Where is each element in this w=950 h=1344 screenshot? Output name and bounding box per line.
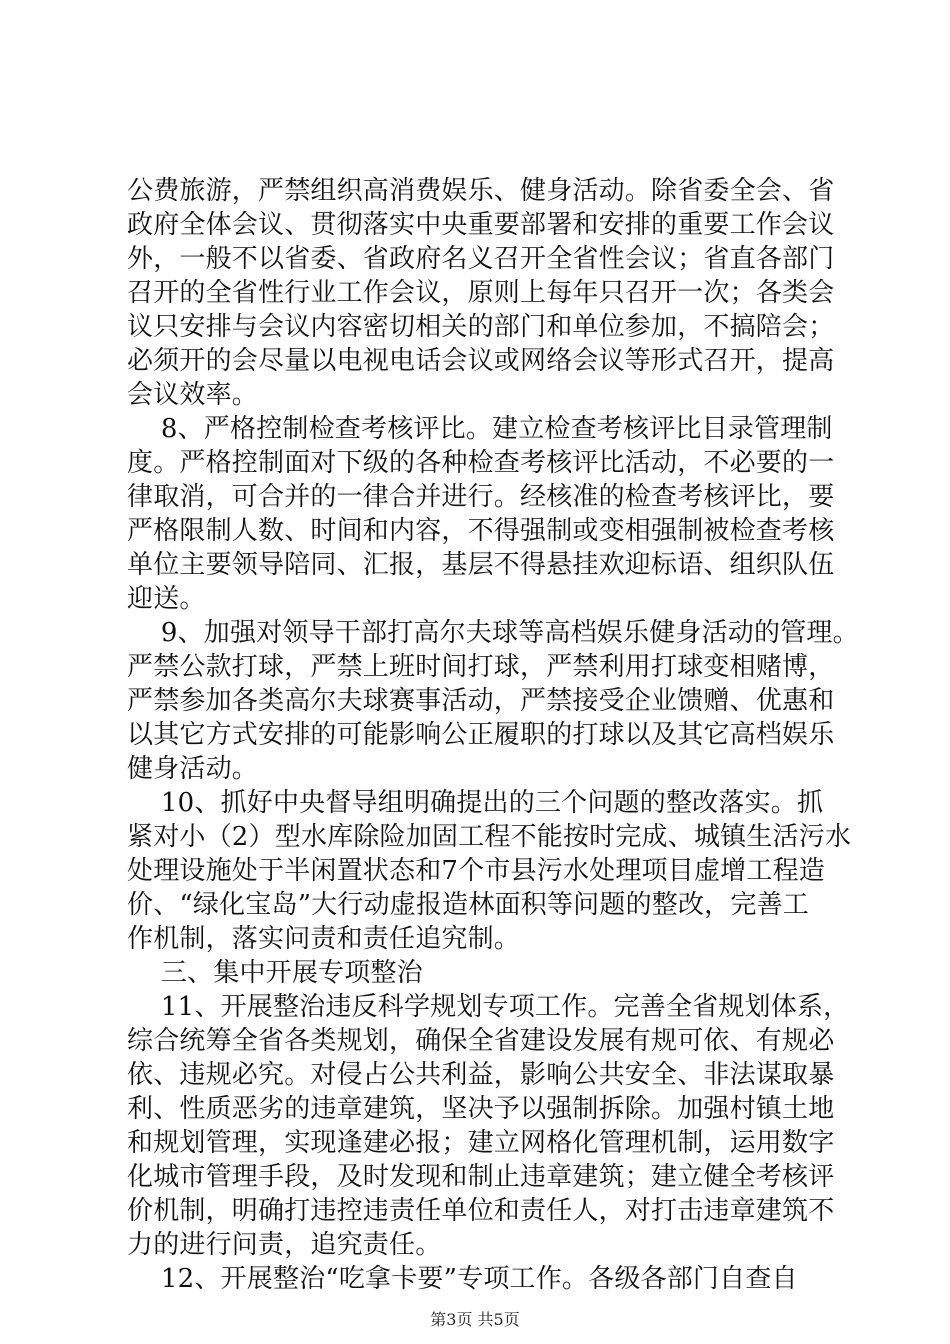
text-line-7: 会议效率。 (127, 380, 259, 410)
text-line-17: 以其它方式安排的可能影响公正履职的打球以及其它高档娱乐 (127, 720, 835, 750)
section-heading: 三、集中开展专项整治 (127, 958, 423, 988)
text-line-33: 12、开展整治“吃拿卡要”专项工作。各级各部门自查自 (127, 1264, 798, 1294)
text-line-25: 11、开展整治违反科学规划专项工作。完善全省规划体系， (127, 992, 850, 1022)
text-line-29: 和规划管理，实现逢建必报；建立网格化管理机制，运用数字 (127, 1128, 835, 1158)
text-line-12: 单位主要领导陪同、汇报，基层不得悬挂欢迎标语、组织队伍 (127, 550, 835, 580)
text-line-9: 度。严格控制面对下级的各种检查考核评比活动，不必要的一 (127, 448, 835, 478)
text-line-10: 律取消，可合并的一律合并进行。经核准的检查考核评比，要 (127, 482, 835, 512)
text-line-8: 8、严格控制检查考核评比。建立检查考核评比目录管理制 (127, 414, 833, 444)
text-line-4: 召开的全省性行业工作会议，原则上每年只召开一次；各类会 (127, 278, 835, 308)
text-line-26: 综合统筹全省各类规划，确保全省建设发展有规可依、有规必 (127, 1026, 835, 1056)
text-line-32: 力的进行问责，追究责任。 (127, 1230, 442, 1260)
text-line-18: 健身活动。 (127, 754, 259, 784)
text-line-30: 化城市管理手段，及时发现和制止违章建筑；建立健全考核评 (127, 1162, 835, 1192)
text-line-21: 处理设施处于半闲置状态和7个市县污水处理项目虚增工程造 (127, 856, 825, 886)
page-number-footer: 第3页 共5页 (430, 1310, 520, 1329)
text-line-28: 利、性质恶劣的违章建筑，坚决予以强制拆除。加强村镇土地 (127, 1094, 835, 1124)
text-line-3: 外，一般不以省委、省政府名义召开全省性会议；省直各部门 (127, 244, 835, 274)
text-line-22: 价、“绿化宝岛”大行动虚报造林面积等问题的整改，完善工 (127, 890, 809, 920)
text-line-11: 严格限制人数、时间和内容，不得强制或变相强制被检查考核 (127, 516, 835, 546)
text-line-14: 9、加强对领导干部打高尔夫球等高档娱乐健身活动的管理。 (127, 618, 859, 648)
text-line-5: 议只安排与会议内容密切相关的部门和单位参加，不搞陪会； (127, 312, 835, 342)
text-line-31: 价机制，明确打违控违责任单位和责任人，对打击违章建筑不 (127, 1196, 835, 1226)
text-line-2: 政府全体会议、贯彻落实中央重要部署和安排的重要工作会议 (127, 210, 835, 240)
text-line-19: 10、抓好中央督导组明确提出的三个问题的整改落实。抓 (127, 788, 824, 818)
text-line-6: 必须开的会尽量以电视电话会议或网络会议等形式召开，提高 (127, 346, 835, 376)
text-line-20: 紧对小（2）型水库除险加固工程不能按时完成、城镇生活污水 (127, 822, 852, 852)
text-line-27: 依、违规必究。对侵占公共利益，影响公共安全、非法谋取暴 (127, 1060, 835, 1090)
text-line-23: 作机制，落实问责和责任追究制。 (127, 924, 521, 954)
text-line-1: 公费旅游，严禁组织高消费娱乐、健身活动。除省委全会、省 (127, 176, 835, 206)
text-line-15: 严禁公款打球，严禁上班时间打球，严禁利用打球变相赌博， (127, 652, 835, 682)
text-line-16: 严禁参加各类高尔夫球赛事活动，严禁接受企业馈赠、优惠和 (127, 686, 835, 716)
text-line-13: 迎送。 (127, 584, 206, 614)
